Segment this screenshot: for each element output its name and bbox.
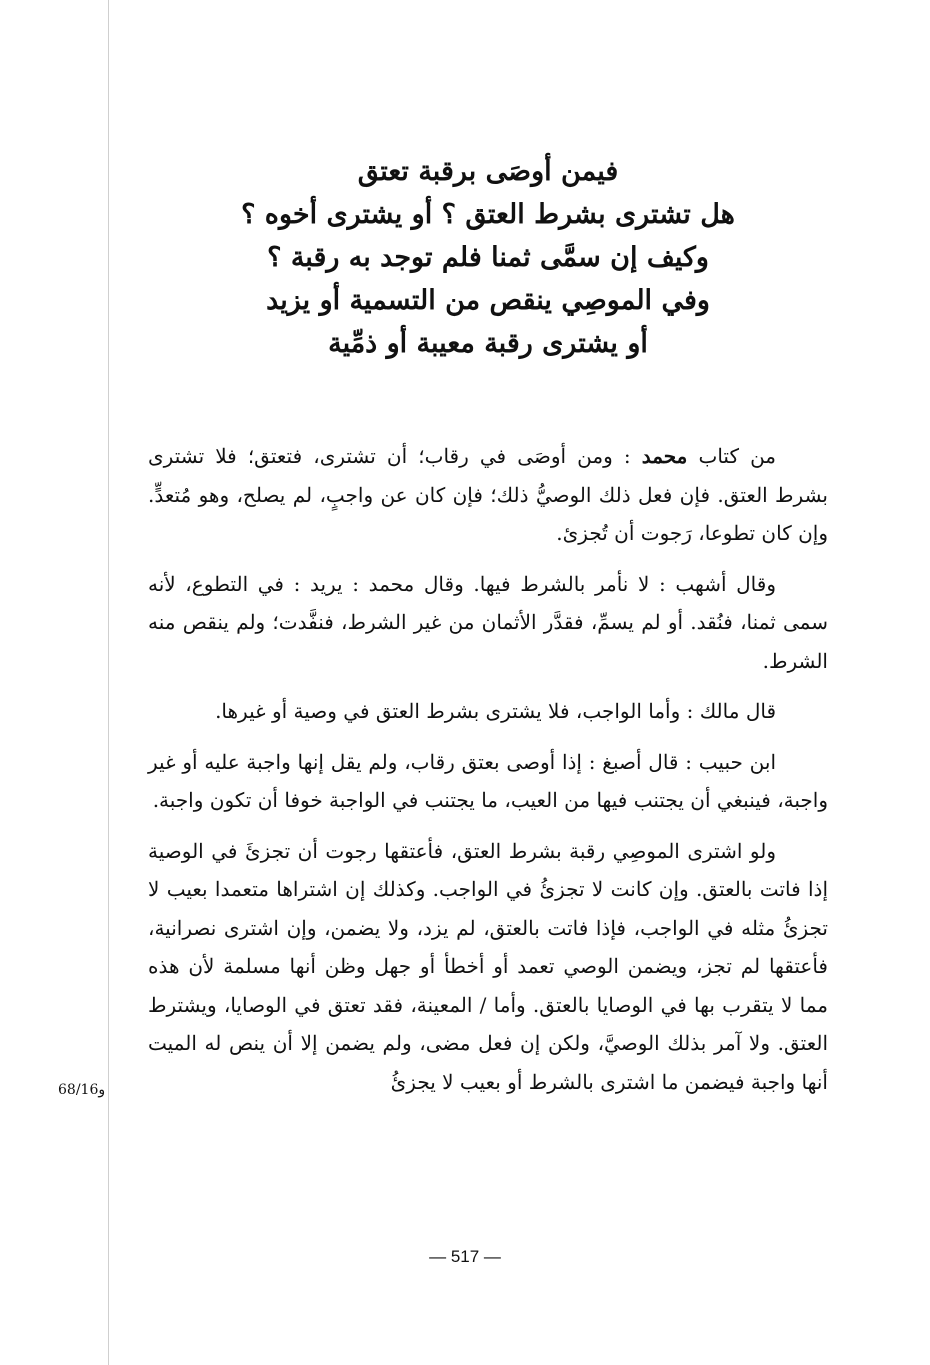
manuscript-folio-note: و68/16 (58, 1082, 106, 1098)
heading-line: وفي الموصِي ينقص من التسمية أو يزيد (266, 285, 710, 316)
paragraph: وقال أشهب : لا نأمر بالشرط فيها. وقال محمد : يريد : في التطوع، لأنه سمى ثمنا، فنُقد. أو لم يسمِّ، فقدَّر الأثمان من غير الشرط، فنفَّدت؛ ولم ينقص منه الشرط. (148, 571, 828, 673)
margin-rule-line (108, 0, 109, 1365)
heading-line: هل تشترى بشرط العتق ؟ أو يشترى أخوه ؟ (241, 199, 735, 230)
page-number: — 517 — (429, 1247, 501, 1266)
page-content (148, 150, 828, 1101)
author-name: محمد (641, 444, 688, 468)
paragraph: ولو اشترى الموصِي رقبة بشرط العتق، فأعتقها رجوت أن تجزئَ في الوصية إذا فاتت بالعتق. وإن كانت لا تجزئُ في الواجب. وكذلك إن اشتراها متعمدا بعيب لا تجزئُ مثله في الواجب، فإذا فاتت بالعتق، لم يزد، ولا يضمن، وإن اشترى نصرانية، فأعتقها لم تجز، ويضمن الوصي تعمد أو أخطأ أو جهل وظن أنها مسلمة لأن هذه مما لا يتقرب بها في الوصايا بالعتق. وأما / المعينة، فقد تعتق في الوصايا، ويشترط العتق. ولا آمر بذلك الوصيَّ، ولكن إن فعل مضى، ولم يضمن إلا أن ينص له الميت أنها واجبة فيضمن ما اشترى بالشرط أو بعيب لا يجزئُ (148, 838, 828, 1094)
paragraph: ابن حبيب : قال أصبغ : إذا أوصى بعتق رقاب، ولم يقل إنها واجبة عليه أو غير واجبة، فينبغي أن يجتنب فيها من العيب، ما يجتنب في الواجبة خوفا أن تكون واجبة. (148, 749, 828, 812)
heading-line: أو يشترى رقبة معيبة أو ذمِّية (328, 328, 648, 359)
paragraph-text: : ومن أوصَى في رقاب؛ أن تشترى، فتعتق؛ فلا تشترى بشرط العتق. فإن فعل ذلك الوصيُّ ذلك؛ فإن كان عن واجبٍ، لم يصلح، وهو مُتعدٍّ. وإن كان تطوعا، رَجوت أن تُجزئ. (148, 444, 828, 545)
paragraph: قال مالك : وأما الواجب، فلا يشترى بشرط العتق في وصية أو غيرها. (215, 699, 776, 723)
heading-line: وكيف إن سمَّى ثمنا فلم توجد به رقبة ؟ (267, 242, 709, 273)
paragraph (148, 437, 828, 553)
paragraph-lead: من كتاب (687, 444, 777, 468)
body-text (148, 437, 828, 1101)
chapter-heading (148, 150, 828, 365)
heading-line: فيمن أوصَى برقبة تعتق (357, 156, 619, 187)
